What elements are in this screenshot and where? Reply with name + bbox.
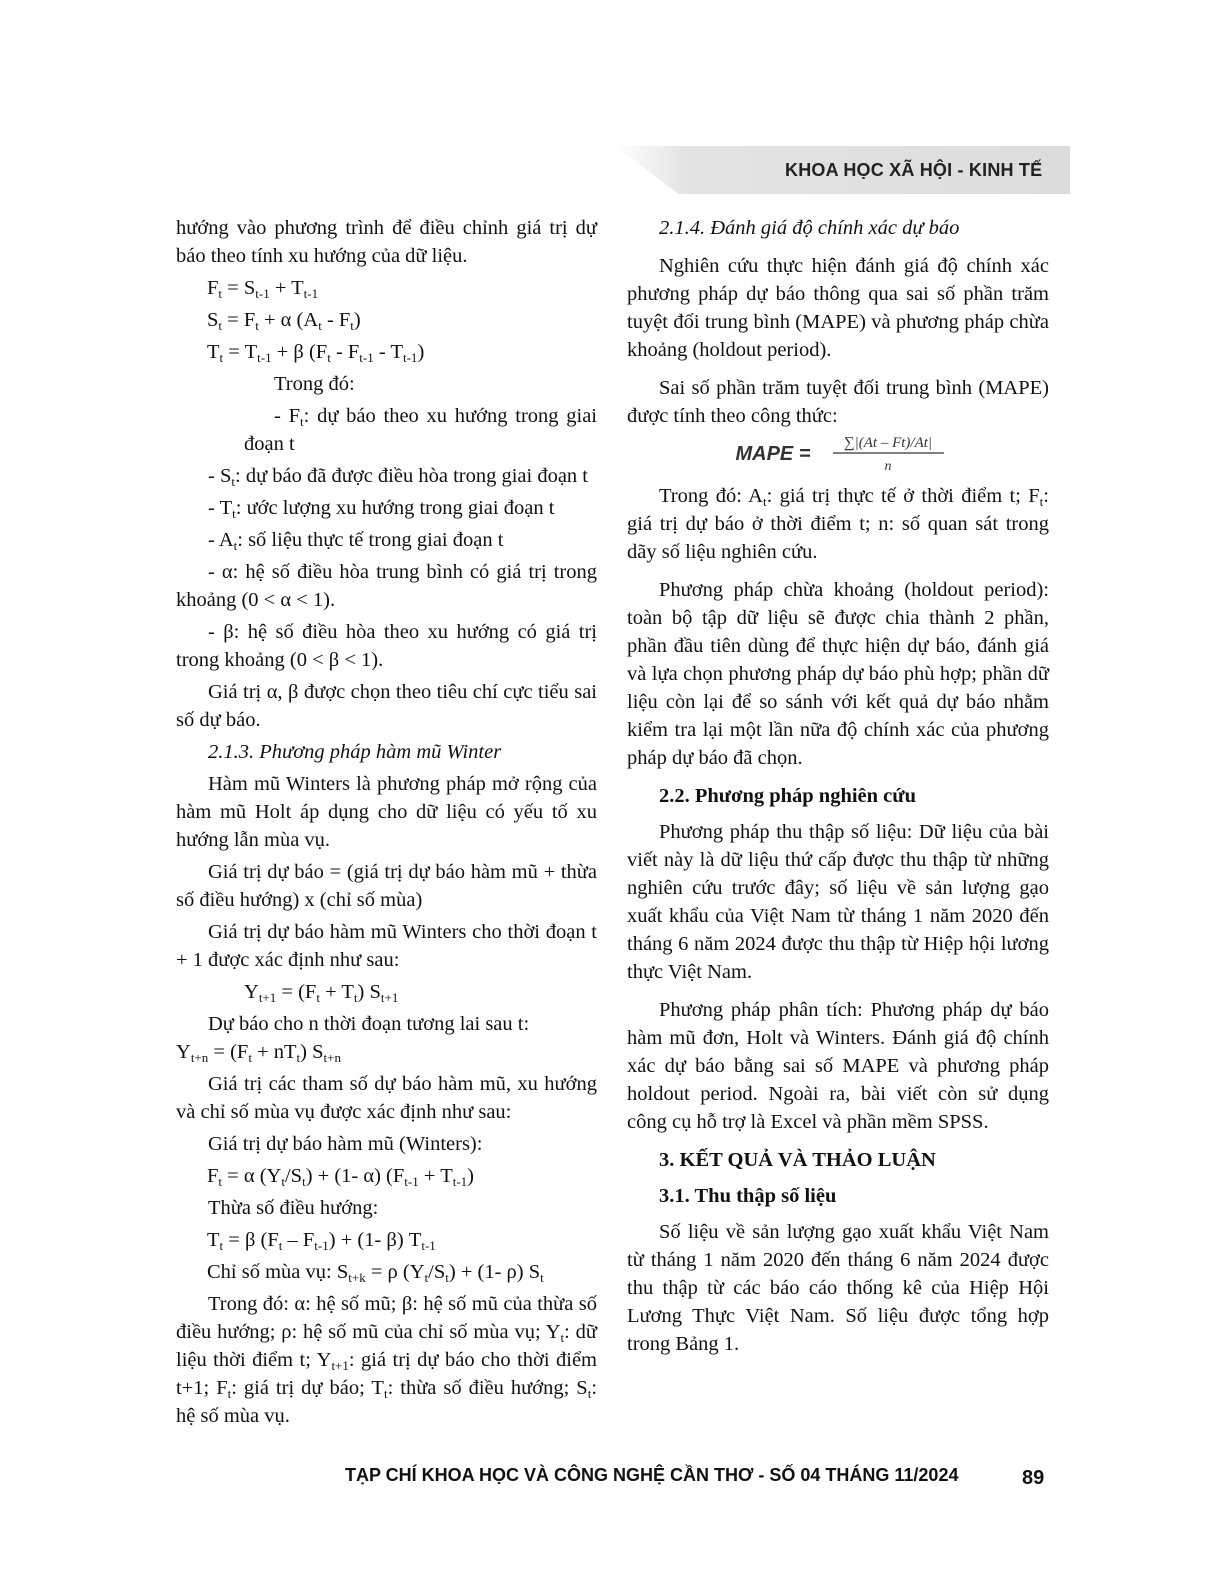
paragraph: Dự báo cho n thời đoạn tương lai sau t:: [208, 1013, 530, 1035]
mape-formula-svg: [708, 434, 968, 474]
mape-lhs: MAPE =: [735, 443, 811, 465]
page-number: 89: [1022, 1467, 1045, 1489]
section-heading: 2.2. Phương pháp nghiên cứu: [659, 785, 916, 807]
section-heading: 2.1.4. Đánh giá độ chính xác dự báo: [659, 217, 960, 239]
equation-tt: $T_t = T_{t-1} + \beta$ $(F_t - F_{t-1} - T_{t-1})$: [207, 341, 425, 365]
where-label: Trong đó:: [274, 373, 355, 395]
equation-season: Chỉ số mùa vụ: $S_{t+k} = \rho$ $(Y_t/S_t) + (1-$ ρ) $S_t$: [207, 1261, 544, 1285]
paragraph: Giá trị α, β được chọn theo tiêu chí cực tiểu sai số dự báo.: [176, 681, 597, 731]
journal-footer: TẠP CHÍ KHOA HỌC VÀ CÔNG NGHỆ CẦN THƠ - SỐ 04 THÁNG 11/2024: [345, 1465, 959, 1485]
definition-s: - $S_t$: dự báo đã được điều hòa trong giai đoạn t: [208, 465, 588, 489]
mape-denominator: n: [884, 459, 892, 474]
mape-formula: [627, 434, 1049, 474]
equation-y-n: $Y_{t+n} = (F_t + nT_t)$ $S_{t+n}$: [176, 1041, 341, 1065]
equation-st: $S_t = F_t + \alpha$ $(A_t - F_t)$: [207, 309, 361, 333]
paragraph: Phương pháp thu thập số liệu: Dữ liệu của bài viết này là dữ liệu thứ cấp được thu thập từ những nghiên cứu trước đây; số liệu về sản lượng gạo xuất khẩu của Việt Nam từ tháng 1 năm 2020 đến tháng 6 năm 2024 được thu thập từ Hiệp hội lương thực Việt Nam.: [627, 821, 1049, 983]
paragraph: Giá trị dự báo = (giá trị dự báo hàm mũ + thừa số điều hướng) x (chỉ số mùa): [176, 861, 597, 911]
definition-a: - $A_t$: số liệu thực tế trong giai đoạn t: [208, 529, 504, 553]
paragraph: Giá trị dự báo hàm mũ Winters cho thời đoạn t + 1 được xác định như sau:: [176, 921, 597, 971]
paragraph: Số liệu về sản lượng gạo xuất khẩu Việt Nam từ tháng 1 năm 2020 đến tháng 6 năm 2024 được thu thập từ các báo cáo thống kê của Hiệp Hội Lương Thực Việt Nam. Số liệu được tổng hợp trong Bảng 1.: [627, 1221, 1049, 1355]
section-heading: 3.1. Thu thập số liệu: [659, 1185, 837, 1207]
definition-alpha: - α: hệ số điều hòa trung bình có giá trị trong khoảng (0 < α < 1).: [176, 561, 597, 611]
equation-y-next: $Y_{t+1} = (F_t + T_t)$ $S_{t+1}$: [244, 981, 399, 1005]
paragraph: Nghiên cứu thực hiện đánh giá độ chính xác phương pháp dự báo thông qua sai số phần trăm tuyệt đối trung bình (MAPE) và phương pháp chừa khoảng (holdout period).: [627, 255, 1049, 361]
paragraph: Sai số phần trăm tuyệt đối trung bình (MAPE) được tính theo công thức:: [627, 377, 1049, 427]
section-heading: 3. KẾT QUẢ VÀ THẢO LUẬN: [659, 1149, 936, 1171]
paragraph: Phương pháp chừa khoảng (holdout period): toàn bộ tập dữ liệu sẽ được chia thành 2 phần, phần đầu tiên dùng để thực hiện dự báo, đánh giá và lựa chọn phương pháp dự báo phù hợp; phần dữ liệu còn lại để so sánh với kết quả dự báo nhằm kiểm tra lại một lần nữa độ chính xác của phương pháp dự báo đã chọn.: [627, 579, 1049, 769]
definition-f: - $F_t$: dự báo theo xu hướng trong giai đoạn t: [244, 405, 598, 455]
section-heading: 2.1.3. Phương pháp hàm mũ Winter: [208, 741, 502, 763]
left-column: [176, 214, 597, 1434]
paragraph: Giá trị dự báo hàm mũ (Winters):: [208, 1133, 483, 1155]
right-column: [627, 214, 1049, 1368]
paragraph: hướng vào phương trình để điều chỉnh giá trị dự báo theo tính xu hướng của dữ liệu.: [176, 217, 597, 267]
paragraph: Phương pháp phân tích: Phương pháp dự báo hàm mũ đơn, Holt và Winters. Đánh giá độ chính xác dự báo bằng sai số MAPE và phương pháp holdout period. Ngoài ra, bài viết còn sử dụng công cụ hỗ trợ là Excel và phần mềm SPSS.: [627, 999, 1049, 1133]
definition-beta: - β: hệ số điều hòa theo xu hướng có giá trị trong khoảng (0 < β < 1).: [176, 621, 597, 671]
paragraph: Giá trị các tham số dự báo hàm mũ, xu hướng và chỉ số mùa vụ được xác định như sau:: [176, 1073, 597, 1123]
section-tag: KHOA HỌC XÃ HỘI - KINH TẾ: [785, 160, 1043, 180]
equation-f-winters: $F_t = \alpha$ $(Y_t/S_t) + (1-$ α) $(F_{t-1} + T_{t-1})$: [207, 1165, 474, 1189]
equation-ft: $F_t = S_{t-1} + T_{t-1}$: [207, 277, 319, 301]
equation-t-winters: $T_t = \beta$ $(F_t - F_{t-1}) + (1-$ β) $T_{t-1}$: [207, 1229, 436, 1253]
mape-numerator: ∑|(At – Ft)/At|: [843, 435, 933, 451]
definition-t: - $T_t$: ước lượng xu hướng trong giai đoạn t: [208, 497, 555, 521]
paragraph-where: Trong đó: α: hệ số mũ; β: hệ số mũ của thừa số điều hướng; ρ: hệ số mũ của chỉ số mùa vụ; $Y_t$: dữ liệu thời điểm t; $Y_{t+1}$: giá trị dự báo cho thời điểm t+1; $F_t$: giá trị dự báo; $T_t$: thừa số điều hướng; $S_t$: hệ số mùa vụ.: [176, 1293, 598, 1427]
paragraph: Hàm mũ Winters là phương pháp mở rộng của hàm mũ Holt áp dụng cho dữ liệu có yếu tố xu hướng lẫn mùa vụ.: [176, 773, 597, 851]
paragraph: Thừa số điều hướng:: [208, 1197, 379, 1219]
paragraph-where: Trong đó: $A_t$: giá trị thực tế ở thời điểm t; $F_t$: giá trị dự báo ở thời điểm t; n: số quan sát trong dãy số liệu nghiên cứu.: [627, 485, 1049, 563]
